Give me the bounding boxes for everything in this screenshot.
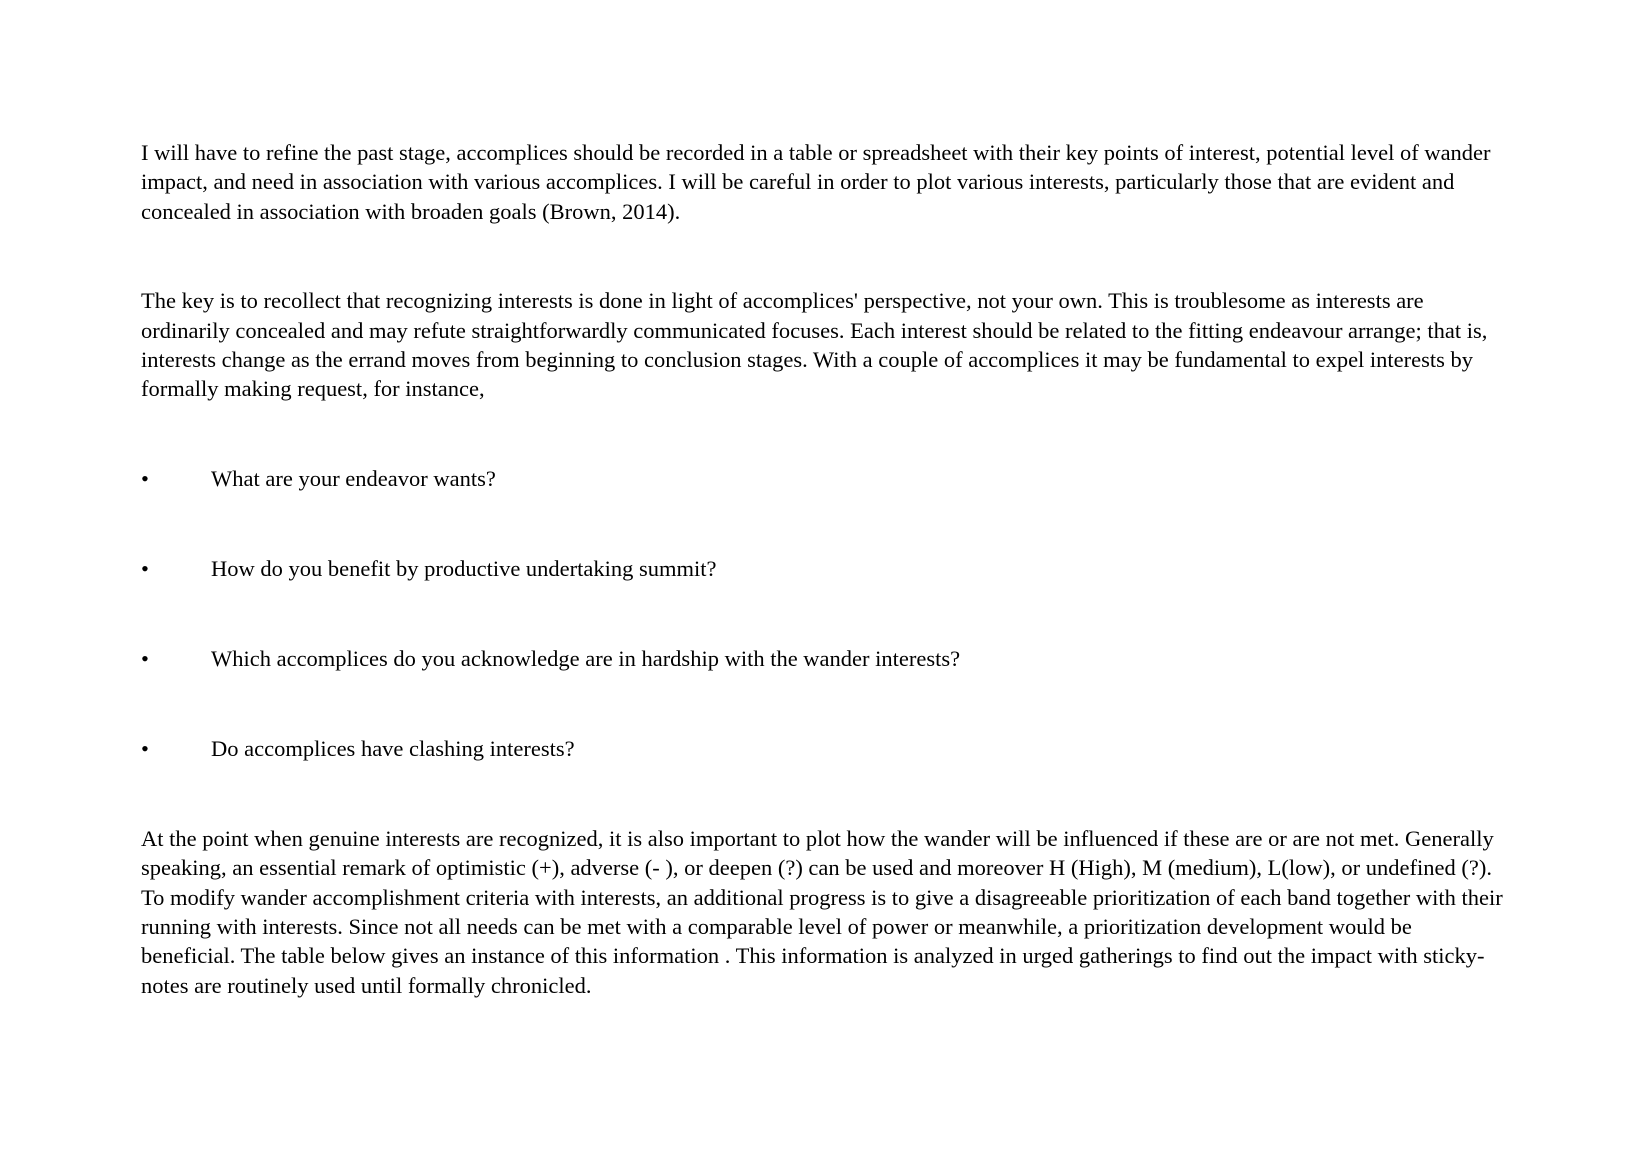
paragraph-recognizing-interests: The key is to recollect that recognizing interests is done in light of accomplices' perspective, not your own. This is troublesome as interests are ordinarily concealed and may refute straightforwardly communicated focuses. Each interest should be related to the fitting endeavour arrange; that is, interests change as the errand moves from beginning to conclusion stages. With a couple of accomplices it may be fundamental to expel interests by formally making request, for instance, xyxy=(141,288,1488,402)
paragraph-spacer xyxy=(141,226,1511,286)
list-item-text: Do accomplices have clashing interests? xyxy=(211,735,575,761)
list-item xyxy=(141,554,1511,584)
list-item-text: What are your endeavor wants? xyxy=(211,465,496,491)
paragraph-spacer xyxy=(141,404,1511,464)
bullet-icon: • xyxy=(141,645,149,671)
list-item xyxy=(141,464,1511,494)
bullet-icon: • xyxy=(141,465,149,491)
paragraph-prioritization: At the point when genuine interests are recognized, it is also important to plot how the wander will be influenced if these are or are not met. Generally speaking, an essential remark of optimistic (+), adverse (- ), or deepen (?) can be used and moreover H (High), M (medium), L(low), or undefined (?). To modify wander accomplishment criteria with interests, an additional progress is to give a disagreeable prioritization of each band together with their running with interests. Since not all needs can be met with a comparable level of power or meanwhile, a prioritization development would be beneficial. The table below gives an instance of this information . This information is analyzed in urged gatherings to find out the impact with sticky-notes are routinely used until formally chronicled. xyxy=(141,825,1503,998)
bullet-icon: • xyxy=(141,555,149,581)
question-list xyxy=(141,464,1511,764)
bullet-icon: • xyxy=(141,735,149,761)
list-item xyxy=(141,734,1511,764)
list-item-text: How do you benefit by productive undertaking summit? xyxy=(211,555,717,581)
paragraph-stakeholder-table: I will have to refine the past stage, accomplices should be recorded in a table or spreadsheet with their key points of interest, potential level of wander impact, and need in association with various accomplices. I will be careful in order to plot various interests, particularly those that are evident and concealed in association with broaden goals (Brown, 2014). xyxy=(141,140,1491,224)
document-body xyxy=(141,138,1511,1000)
list-item xyxy=(141,644,1511,674)
list-item-text: Which accomplices do you acknowledge are in hardship with the wander interests? xyxy=(211,645,961,671)
